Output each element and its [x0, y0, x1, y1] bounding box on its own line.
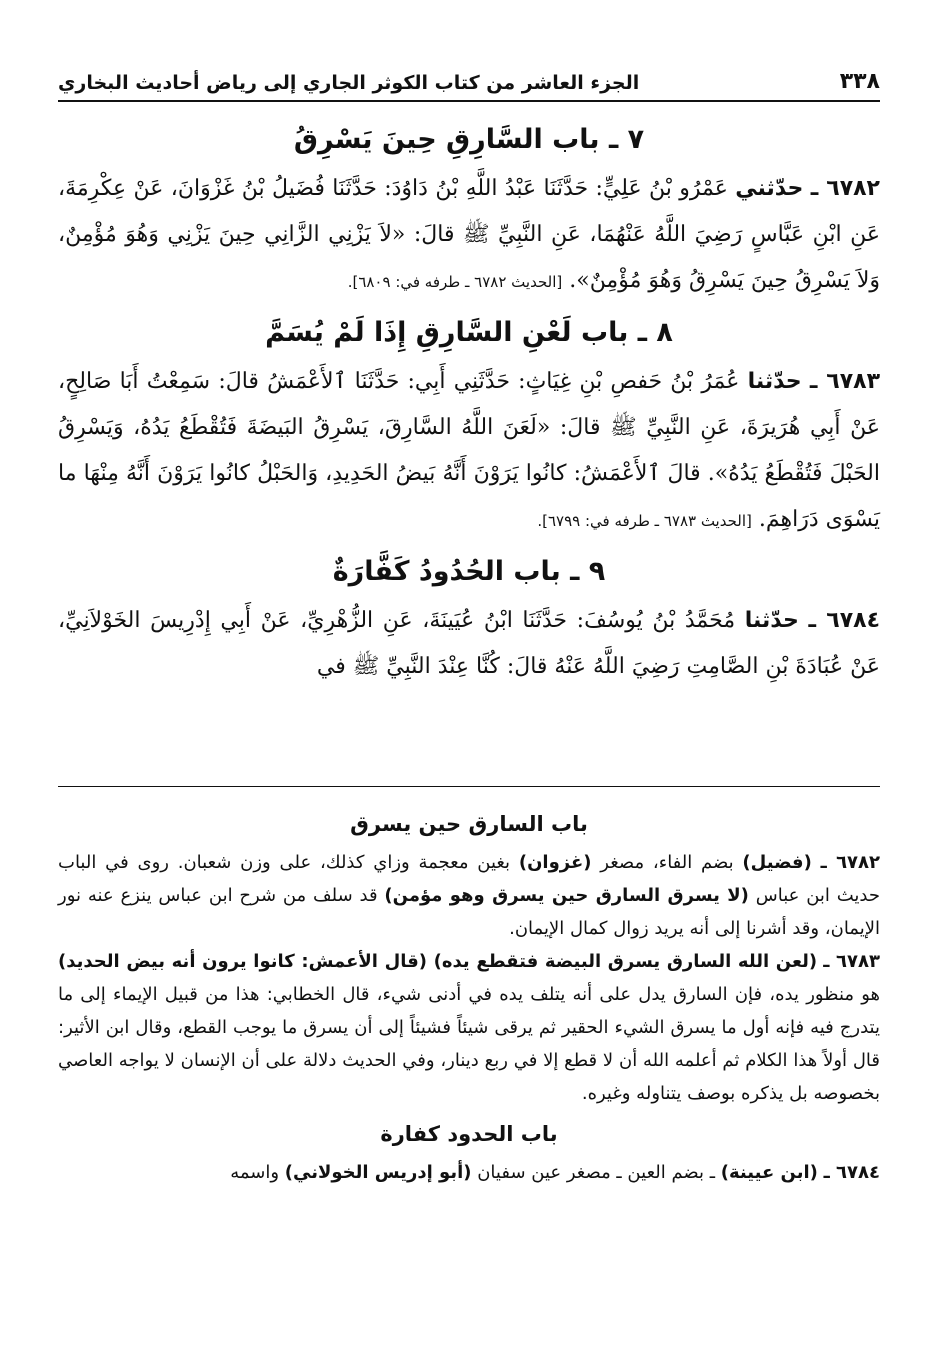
hadith-6782 [58, 166, 880, 305]
hadith-body: عُمَرُ بْنُ حَفصِ بْنِ غِيَاثٍ: حَدَّثَنِي أَبِي: حَدَّثَنَا ٱلأَعْمَشُ قالَ: سَمِعْتُ أَبَا صَالِحٍ، عَنْ أَبِي هُرَيرَةَ، عَنِ النَّبِيِّ ﷺ قالَ: «لَعَنَ اللَّهُ السَّارِقَ، يَسْرِقُ البَيضَةَ فَتُقْطَعُ يَدُهُ، وَيَسْرِقُ الحَبْلَ فَتُقْطَعُ يَدُهُ». قالَ ٱلأَعْمَشُ: كانُوا يَرَوْنَ أَنَّهُ بَيضُ الحَدِيدِ، وَالحَبْلُ كانُوا يَرَوْنَ أَنَّهُ مِنْهَا ما يَسْوَى دَرَاهِمَ. [58, 369, 880, 532]
commentary-number: ٦٧٨٢ ـ [820, 852, 881, 873]
page-header [58, 58, 880, 102]
hadith-number: ٦٧٨٢ ـ [810, 176, 880, 201]
commentary-term: (أبو إدريس الخولاني) [284, 1162, 472, 1183]
hadith-6784 [58, 598, 880, 690]
commentary-6784 [58, 1156, 880, 1189]
commentary-text: قد سلف من شرح ابن عباس ينزع عنه نور الإيمان، وقد أشرنا إلى أنه يريد زوال كمال الإيمان. [58, 885, 880, 939]
hadith-6783 [58, 359, 880, 544]
hadith-body: عَمْرُو بْنُ عَلِيٍّ: حَدَّثَنَا عَبْدُ اللَّهِ بْنُ دَاوُدَ: حَدَّثَنَا فُضَيلُ بْنُ غَزْوَانَ، عَنْ عِكْرِمَةَ، عَنِ ابْنِ عَبَّاسٍ رَضِيَ اللَّهُ عَنْهُمَا، عَنِ النَّبِيِّ ﷺ قالَ: «لاَ يَزْنِي الزَّانِي حِينَ يَزْنِي وَهُوَ مُؤْمِنٌ، وَلاَ يَسْرِقُ حِينَ يَسْرِقُ وَهُوَ مُؤْمِنٌ». [58, 176, 880, 293]
commentary-term: (غزوان) [518, 852, 592, 873]
commentary-text: ـ بضم العين ـ مصغر عين سفيان [471, 1162, 721, 1183]
hadith-number: ٦٧٨٤ ـ [808, 608, 880, 633]
commentary-text: واسمه [230, 1162, 285, 1183]
hadith-text-section [58, 112, 880, 690]
commentary-term: (لعن الله السارق يسرق البيضة فتقطع يده) (قال الأعمش: كانوا يرون أنه بيض الحديد) [58, 951, 818, 972]
commentary-section [58, 800, 880, 1189]
commentary-number: ٦٧٨٣ ـ [823, 951, 880, 972]
commentary-text: بضم الفاء، مصغر [591, 852, 743, 873]
commentary-term: (ابن عيينة) [720, 1162, 818, 1183]
hadith-lead: حدّثنا [744, 608, 799, 633]
hadith-lead: حدّثني [735, 176, 804, 201]
commentary-heading-2: باب الحدود كفارة [380, 1122, 558, 1146]
chapter-heading-7: ٧ ـ باب السَّارِقِ حِينَ يَسْرِقُ [293, 124, 645, 155]
hadith-lead: حدّثنا [747, 369, 802, 394]
hadith-note: [الحديث ٦٧٨٣ ـ طرفه في: ٦٧٩٩]. [537, 512, 752, 530]
commentary-term: (لا يسرق السارق حين يسرق وهو مؤمن) [384, 885, 749, 906]
page-number: ٣٣٨ [839, 69, 880, 94]
commentary-6783 [58, 945, 880, 1110]
commentary-text: بغين معجمة وزاي كذلك، على وزن شعبان. روى في الباب حديث ابن عباس [58, 852, 880, 906]
commentary-number: ٦٧٨٤ ـ [823, 1162, 880, 1183]
section-divider [58, 786, 880, 787]
commentary-6782 [58, 846, 880, 945]
chapter-heading-8: ٨ ـ باب لَعْنِ السَّارِقِ إِذَا لَمْ يُسَمَّ [265, 317, 673, 348]
hadith-body: مُحَمَّدُ بْنُ يُوسُفَ: حَدَّثَنَا ابْنُ عُيَينَةَ، عَنِ الزُّهْرِيِّ، عَنْ أَبِي إِدْرِيسَ الخَوْلاَنِيِّ، عَنْ عُبَادَةَ بْنِ الصَّامِتِ رَضِيَ اللَّهُ عَنْهُ قالَ: كُنَّا عِنْدَ النَّبِيِّ ﷺ في [58, 608, 880, 679]
running-title: الجزء العاشر من كتاب الكوثر الجاري إلى رياض أحاديث البخاري [58, 72, 640, 94]
hadith-number: ٦٧٨٣ ـ [809, 369, 881, 394]
chapter-heading-9: ٩ ـ باب الحُدُودُ كَفَّارَةٌ [332, 556, 606, 587]
hadith-note: [الحديث ٦٧٨٢ ـ طرفه في: ٦٨٠٩]. [347, 273, 563, 291]
commentary-text: هو منظور يده، فإن السارق يدل على أنه يتلف يده في أدنى شيء، قال الخطابي: هذا من قبيل الإيماء إلى ما يتدرج فيه فإنه أول ما يسرق الشيء الحقير ثم يرقى شيئاً فشيئاً إلى أن يسرق ما يوجب القطع، وقال ابن الأثير: قال أولاً هذا الكلام ثم أعلمه الله أن لا قطع إلا في ربع دينار، وفي الحديث دلالة على أن الإنسان لا يواجه العاصي بخصوصه بل يذكره بوصف يتناوله وغيره. [58, 984, 880, 1104]
commentary-term: (فضيل) [742, 852, 812, 873]
commentary-heading-1: باب السارق حين يسرق [350, 812, 588, 836]
